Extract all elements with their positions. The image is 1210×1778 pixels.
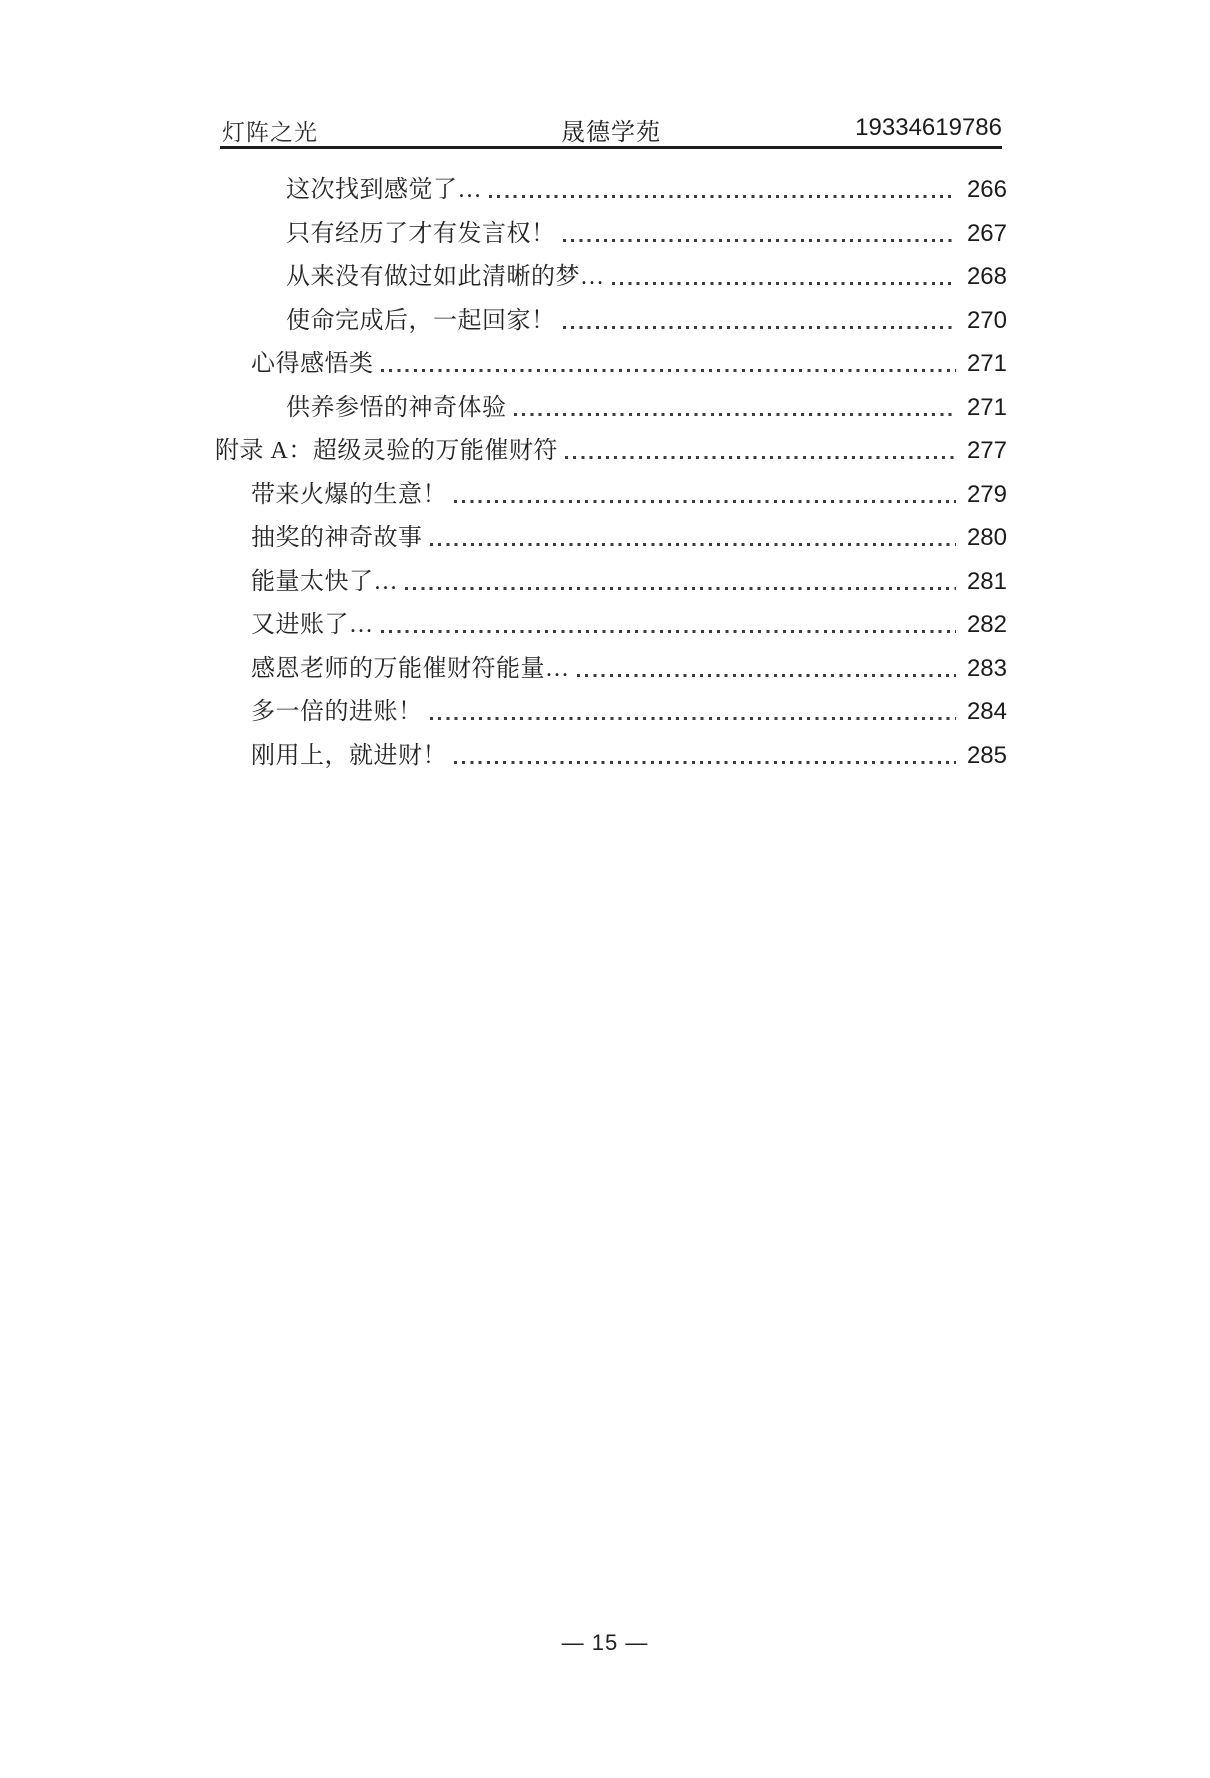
toc-entry[interactable]: [215, 308, 1007, 333]
toc-dotted-leader: [577, 674, 957, 677]
toc-entry-title: 这次找到感觉了…: [286, 177, 482, 203]
toc-entry-page: 271: [966, 350, 1007, 377]
toc-entry-title: 又进账了…: [251, 612, 374, 638]
toc-entry-page: 279: [966, 480, 1007, 508]
toc-dotted-leader: [430, 543, 957, 546]
toc-entry[interactable]: [215, 612, 1007, 637]
toc-entry[interactable]: [215, 264, 1007, 289]
toc-entry[interactable]: [215, 395, 1007, 420]
toc-dotted-leader: [454, 500, 956, 503]
toc-entry-page: 283: [966, 654, 1007, 682]
page-header: [220, 112, 1002, 146]
toc-entry-title: 心得感悟类: [251, 351, 374, 377]
toc-dotted-leader: [563, 326, 957, 329]
toc-entry-title: 感恩老师的万能催财符能量…: [251, 655, 570, 682]
toc-entry[interactable]: [215, 743, 1007, 768]
toc-entry[interactable]: [215, 699, 1007, 724]
toc-dotted-leader: [405, 587, 956, 590]
toc-entry-page: 282: [966, 611, 1007, 638]
toc-entry-page: 285: [966, 741, 1007, 769]
toc-entry-title: 带来火爆的生意！: [251, 481, 447, 508]
toc-entry-page: 277: [966, 437, 1007, 464]
footer-page-number: — 15 —: [561, 1630, 649, 1655]
toc-entry-page: 268: [966, 263, 1007, 290]
header-phone-number: 19334619786: [855, 114, 1002, 141]
toc-entry-title: 使命完成后，一起回家！: [286, 307, 556, 334]
toc-dotted-leader: [430, 717, 957, 720]
toc-entry-page: 271: [966, 393, 1007, 421]
toc-entry-title: 附录 A：超级灵验的万能催财符: [215, 438, 558, 464]
toc-entry[interactable]: [215, 177, 1007, 202]
header-academy-name: 晟德学苑: [561, 120, 661, 146]
toc-entry-page: 266: [966, 176, 1007, 203]
toc-dotted-leader: [514, 413, 957, 416]
toc-entry-title: 供养参悟的神奇体验: [286, 394, 507, 421]
toc-entry-page: 281: [966, 567, 1007, 595]
header-divider-rule: [220, 146, 1002, 149]
toc-list: [215, 177, 1007, 786]
toc-entry[interactable]: [215, 221, 1007, 246]
toc-entry-title: 能量太快了…: [251, 568, 398, 595]
toc-dotted-leader: [565, 456, 956, 459]
toc-entry-page: 284: [966, 698, 1007, 725]
toc-entry[interactable]: [215, 569, 1007, 594]
toc-entry[interactable]: [215, 482, 1007, 507]
toc-dotted-leader: [454, 761, 956, 764]
toc-entry-title: 刚用上，就进财！: [251, 742, 447, 769]
toc-entry-page: 267: [966, 219, 1007, 247]
toc-dotted-leader: [563, 239, 957, 242]
toc-entry-page: 280: [966, 524, 1007, 551]
toc-dotted-leader: [381, 630, 957, 633]
toc-dotted-leader: [381, 369, 957, 372]
toc-entry-title: 只有经历了才有发言权！: [286, 220, 556, 247]
toc-entry-title: 多一倍的进账！: [251, 699, 423, 725]
toc-entry[interactable]: [215, 438, 1007, 463]
toc-entry-title: 抽奖的神奇故事: [251, 525, 423, 551]
toc-dotted-leader: [489, 195, 956, 198]
toc-dotted-leader: [612, 282, 957, 285]
toc-entry[interactable]: [215, 525, 1007, 550]
toc-entry-page: 270: [966, 306, 1007, 334]
toc-entry[interactable]: [215, 351, 1007, 376]
header-book-title: 灯阵之光: [222, 120, 318, 145]
toc-entry-title: 从来没有做过如此清晰的梦…: [286, 264, 605, 290]
toc-entry[interactable]: [215, 656, 1007, 681]
